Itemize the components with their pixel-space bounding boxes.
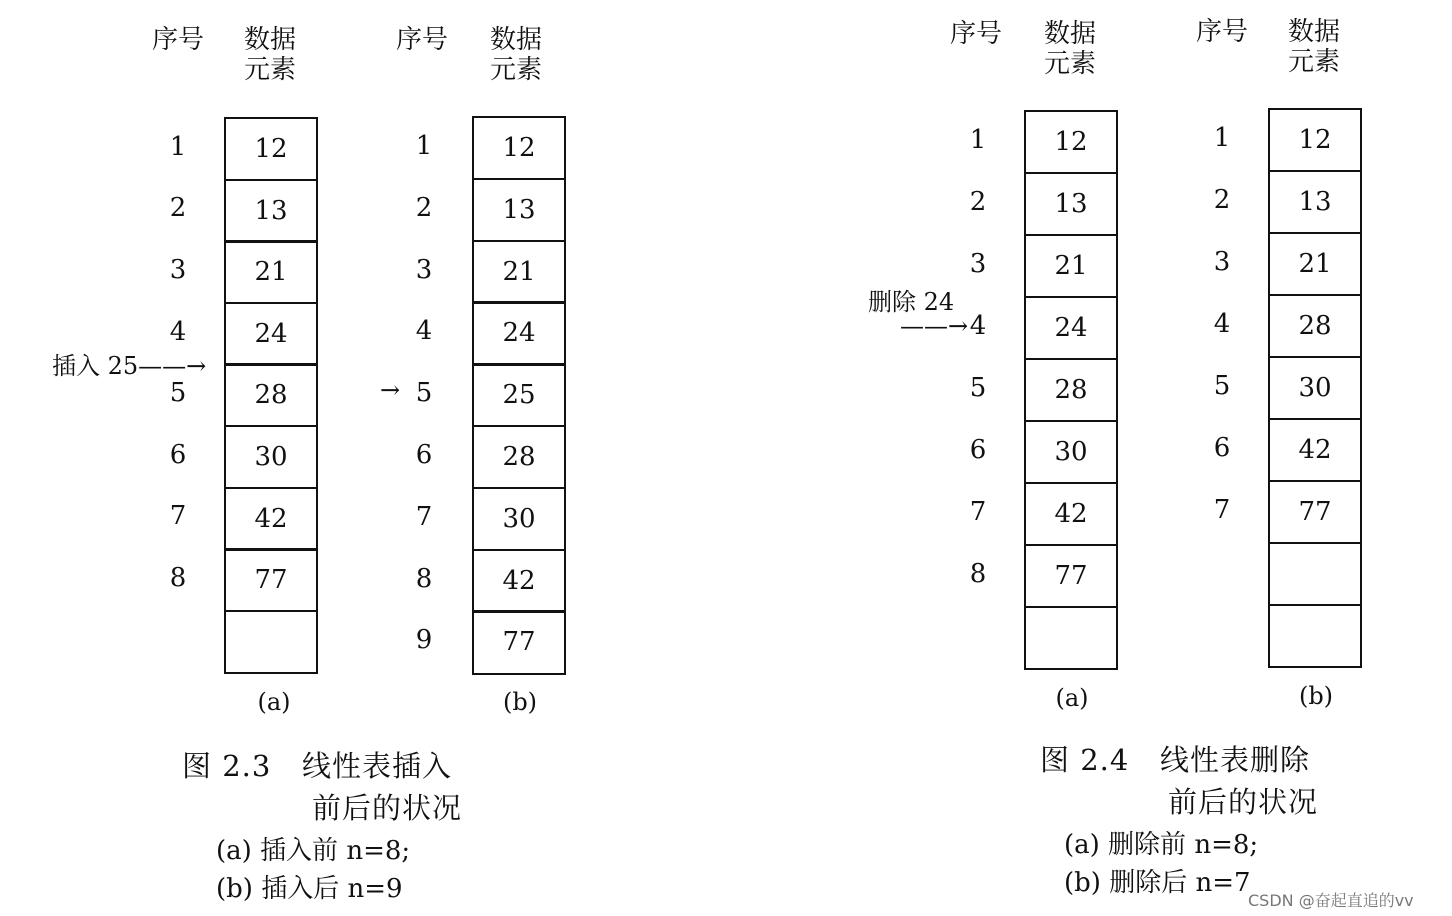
insert-position-arrow: → — [380, 376, 401, 404]
array-cell: 42 — [472, 549, 566, 613]
array-cell: 13 — [224, 179, 318, 243]
array-cell: 77 — [224, 548, 318, 612]
row-index: 6 — [1213, 433, 1231, 463]
row-index: 3 — [169, 255, 187, 285]
array-cell: 12 — [224, 117, 318, 181]
row-index: 1 — [415, 130, 433, 161]
row-index: 8 — [969, 559, 987, 589]
row-index: 2 — [1213, 185, 1231, 215]
row-index: 8 — [415, 563, 433, 594]
array-cell: 12 — [1024, 110, 1118, 174]
array-cell: 21 — [472, 240, 566, 304]
panel-label-a: (a) — [1055, 684, 1089, 712]
array-cell: 77 — [1268, 480, 1362, 544]
array-cell — [224, 610, 318, 674]
header-element: 元素 — [1043, 49, 1096, 79]
array-cell: 28 — [224, 363, 318, 427]
figure-caption-title: 图 2.4 线性表删除 — [1040, 743, 1310, 777]
panel-label-b: (b) — [1298, 682, 1334, 710]
caption-line-b: (b) 删除后 n=7 — [1064, 868, 1251, 898]
header-data: 数据 — [1043, 19, 1096, 49]
row-index: 7 — [415, 501, 433, 532]
array-cell: 42 — [224, 487, 318, 551]
array-cell: 28 — [1024, 358, 1118, 422]
array-cell: 13 — [472, 178, 566, 242]
row-index: 9 — [415, 625, 433, 656]
row-index: 3 — [969, 249, 987, 279]
row-index: 4 — [169, 316, 187, 347]
header-data: 数据 — [1287, 17, 1340, 47]
array-cell: 77 — [472, 610, 566, 674]
row-index: 1 — [169, 131, 187, 162]
caption-line-a: (a) 删除前 n=8; — [1064, 830, 1259, 860]
row-index: 5 — [969, 373, 987, 403]
header-index: 序号 — [395, 25, 448, 55]
array-cell — [1268, 604, 1362, 668]
watermark: CSDN @奋起直追的vv — [1248, 891, 1414, 910]
figure-caption-title-2: 前后的状况 — [1168, 785, 1319, 819]
array-cell: 12 — [1268, 108, 1362, 172]
array-cell — [1024, 606, 1118, 670]
header-element: 元素 — [489, 55, 542, 85]
array-cell: 24 — [1024, 296, 1118, 360]
caption-line-a: (a) 插入前 n=8; — [216, 836, 411, 866]
figure-caption-title-2: 前后的状况 — [312, 791, 463, 825]
array-cell: 12 — [472, 116, 566, 180]
header-data: 数据 — [243, 25, 296, 55]
panel-label-b: (b) — [502, 688, 538, 716]
figure-caption-title: 图 2.3 线性表插入 — [182, 749, 452, 783]
row-index: 4 — [969, 311, 987, 341]
caption-line-b: (b) 插入后 n=9 — [216, 874, 403, 904]
header-element: 元素 — [1287, 47, 1340, 77]
array-cell — [1268, 542, 1362, 606]
array-cell: 42 — [1024, 482, 1118, 546]
row-index: 2 — [969, 187, 987, 217]
delete-annotation: 删除 24 — [868, 288, 955, 316]
array-cell: 28 — [472, 425, 566, 489]
delete-arrow: ——→ — [900, 312, 969, 340]
array-cell: 25 — [472, 363, 566, 427]
row-index: 3 — [415, 254, 433, 285]
array-cell: 77 — [1024, 544, 1118, 608]
header-index: 序号 — [151, 25, 204, 55]
row-index: 1 — [969, 125, 987, 155]
header-index: 序号 — [1195, 17, 1248, 47]
array-cell: 30 — [472, 487, 566, 551]
row-index: 5 — [169, 378, 187, 409]
header-element: 元素 — [243, 55, 296, 85]
row-index: 3 — [1213, 247, 1231, 277]
row-index: 6 — [415, 439, 433, 470]
array-cell: 21 — [224, 240, 318, 304]
header-index: 序号 — [949, 19, 1002, 49]
row-index: 8 — [169, 563, 187, 593]
array-cell: 30 — [1024, 420, 1118, 484]
array-cell: 13 — [1024, 172, 1118, 236]
panel-label-a: (a) — [257, 688, 291, 716]
row-index: 6 — [969, 435, 987, 465]
array-cell: 21 — [1268, 232, 1362, 296]
array-cell: 30 — [224, 425, 318, 489]
array-cell: 13 — [1268, 170, 1362, 234]
array-cell: 28 — [1268, 294, 1362, 358]
array-cell: 24 — [472, 301, 566, 365]
row-index: 4 — [415, 316, 433, 347]
insert-annotation: 插入 25——→ — [52, 352, 207, 380]
row-index: 7 — [1213, 495, 1231, 525]
row-index: 5 — [415, 378, 433, 409]
row-index: 5 — [1213, 371, 1231, 401]
row-index: 2 — [169, 193, 187, 224]
row-index: 6 — [169, 439, 187, 470]
row-index: 4 — [1213, 309, 1231, 339]
row-index: 7 — [169, 501, 187, 532]
array-cell: 21 — [1024, 234, 1118, 298]
array-cell: 42 — [1268, 418, 1362, 482]
row-index: 7 — [969, 497, 987, 527]
row-index: 2 — [415, 192, 433, 223]
row-index: 1 — [1213, 123, 1231, 153]
array-cell: 30 — [1268, 356, 1362, 420]
header-data: 数据 — [489, 25, 542, 55]
array-cell: 24 — [224, 302, 318, 366]
